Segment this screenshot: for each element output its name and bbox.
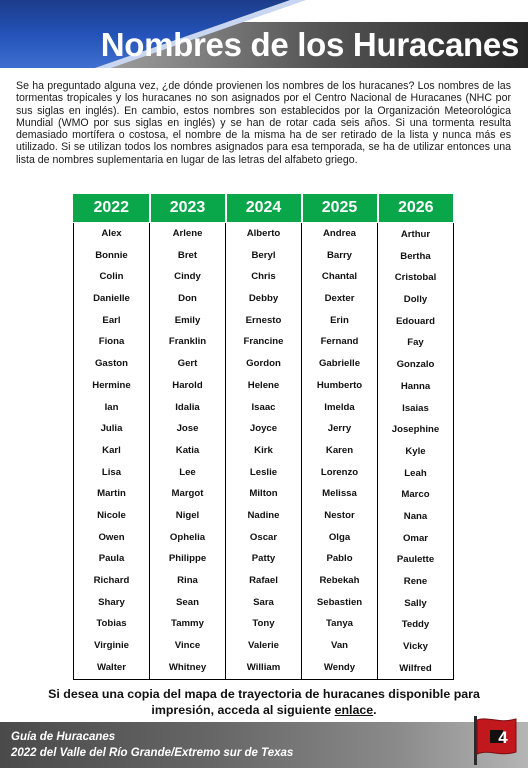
storm-name: Patty — [251, 553, 276, 565]
storm-name: Danielle — [93, 293, 130, 305]
storm-name: Rina — [177, 575, 198, 586]
storm-name: Jerry — [327, 423, 352, 435]
storm-name: Owen — [98, 531, 125, 543]
storm-name: Josephine — [391, 424, 440, 436]
storm-name: Vicky — [403, 641, 428, 653]
storm-name: Marco — [401, 489, 430, 501]
year-header-2023: 2023 — [150, 194, 226, 223]
storm-name: Bret — [177, 249, 198, 261]
storm-name: Chris — [251, 271, 276, 283]
storm-name: Fernand — [320, 336, 359, 348]
name-list-2026 — [378, 223, 453, 679]
storm-name: Nestor — [324, 509, 355, 521]
storm-name: Debby — [248, 293, 279, 305]
storm-name: Sean — [176, 596, 199, 608]
storm-name: Lorenzo — [320, 466, 359, 478]
storm-name: Wendy — [323, 661, 356, 673]
storm-name: Barry — [326, 249, 353, 261]
storm-name: Paulette — [396, 554, 435, 566]
storm-name: Richard — [93, 575, 130, 586]
storm-name: Francine — [243, 336, 284, 348]
name-list-2023 — [150, 223, 225, 678]
storm-name: Walter — [97, 661, 126, 673]
storm-name: Leslie — [249, 466, 278, 478]
storm-name: Rebekah — [319, 575, 360, 586]
note-text: Si desea una copia del mapa de trayectoria de huracanes disponible para impresión, acceda al siguiente — [48, 687, 480, 717]
storm-name: Alberto — [246, 228, 281, 239]
storm-name: Earl — [102, 314, 121, 326]
storm-name: William — [246, 661, 281, 673]
storm-name: Alex — [101, 228, 122, 239]
name-list-2024 — [226, 223, 301, 678]
storm-name: Dexter — [324, 293, 355, 305]
storm-name: Rafael — [249, 575, 278, 586]
storm-name: Margot — [171, 488, 204, 500]
storm-name: Lisa — [101, 466, 122, 478]
names-column-2025 — [302, 223, 378, 680]
storm-name: Ian — [104, 401, 119, 413]
storm-name: Chantal — [321, 271, 358, 283]
storm-name: Karen — [325, 444, 354, 456]
storm-name: Gabrielle — [318, 358, 361, 370]
intro-paragraph: Se ha preguntado alguna vez, ¿de dónde provienen los nombres de los huracanes? Los nombres de las tormentas tropicales y los huracanes no son asignados por el Centro Nacional de Huracanes (NHC por sus siglas en inglés). En cambio, estos nombres son establecidos por la Organización Meteorológica Mundial (WMO por sus siglas en inglés) y se han de rotar cada seis años. Si una tormenta resulta demasiado mortífera o costosa, el nombre de la misma ha de ser retirado de la lista y nunca más es utilizado. Si se utilizan todos los nombres asignados para esa temporada, se ha de utilizar entonces una lista de nombres suplementaria en lugar de las letras del alfabeto griego. — [16, 80, 511, 166]
storm-name: Kirk — [254, 444, 273, 456]
storm-name: Nigel — [175, 509, 200, 521]
storm-name: Edouard — [396, 315, 435, 327]
names-column-2022 — [74, 223, 150, 680]
storm-name: Omar — [402, 532, 429, 544]
storm-name: Nadine — [247, 509, 280, 521]
storm-name: Idalia — [175, 401, 200, 413]
storm-name: Gert — [177, 358, 198, 370]
map-copy-note — [16, 686, 512, 718]
storm-name: Sally — [404, 597, 427, 609]
storm-name: Martin — [97, 488, 126, 500]
storm-name: Colin — [99, 271, 124, 283]
storm-name: Gaston — [94, 358, 129, 370]
storm-name: Harold — [172, 379, 203, 391]
storm-name: Ernesto — [245, 314, 282, 326]
storm-name: Julia — [100, 423, 123, 435]
storm-name: Beryl — [251, 249, 276, 261]
storm-name: Teddy — [401, 619, 430, 631]
storm-name: Virginie — [93, 640, 129, 652]
storm-name: Arlene — [172, 228, 203, 239]
year-header-2026: 2026 — [378, 194, 454, 223]
storm-name: Don — [178, 293, 197, 305]
storm-name: Van — [330, 640, 349, 652]
storm-name: Karl — [102, 444, 121, 456]
storm-name: Gonzalo — [396, 359, 435, 371]
storm-name: Leah — [404, 467, 427, 479]
storm-name: Ophelia — [169, 531, 206, 543]
name-list-2022 — [74, 223, 149, 678]
footer-text — [11, 730, 293, 761]
storm-name: Erin — [330, 314, 349, 326]
footer-guide-title: Guía de Huracanes — [11, 731, 116, 743]
storm-name: Tobias — [96, 618, 127, 630]
header-banner — [0, 0, 528, 68]
storm-name: Bonnie — [95, 249, 128, 261]
storm-name: Nana — [403, 510, 428, 522]
storm-name: Philippe — [168, 553, 207, 565]
names-row — [74, 223, 454, 680]
storm-name: Isaias — [402, 402, 429, 414]
storm-name: Jose — [176, 423, 199, 435]
storm-name: Valerie — [248, 640, 279, 652]
storm-name: Joyce — [249, 423, 278, 435]
year-header-2025: 2025 — [302, 194, 378, 223]
storm-name: Andrea — [322, 228, 357, 239]
storm-name: Cristobal — [394, 272, 437, 284]
name-list-2025 — [302, 223, 377, 678]
storm-name: Sara — [253, 596, 274, 608]
page-title: Nombres de los Huracanes — [100, 26, 519, 63]
storm-name: Tanya — [325, 618, 353, 630]
storm-name: Bertha — [400, 250, 431, 262]
storm-name: Sebastien — [316, 596, 363, 608]
storm-name: Tony — [252, 618, 275, 630]
storm-name: Gordon — [246, 358, 281, 370]
storm-name: Pablo — [326, 553, 353, 565]
storm-name: Arthur — [400, 229, 431, 240]
year-header-2022: 2022 — [74, 194, 150, 223]
storm-name: Oscar — [249, 531, 278, 543]
storm-name: Milton — [249, 488, 278, 500]
storm-name: Hanna — [400, 380, 431, 392]
storm-name: Olga — [328, 531, 351, 543]
storm-name: Franklin — [168, 336, 207, 348]
storm-name: Melissa — [322, 488, 357, 500]
storm-name: Kyle — [405, 445, 426, 457]
storm-name: Imelda — [324, 401, 355, 413]
storm-name: Humberto — [316, 379, 363, 391]
page-number: 4 — [498, 728, 508, 747]
storm-name: Hermine — [92, 379, 131, 391]
storm-name: Fay — [407, 337, 424, 349]
map-download-link[interactable]: enlace — [334, 703, 374, 717]
storm-name: Paula — [98, 553, 125, 565]
storm-name: Whitney — [168, 661, 207, 673]
storm-name: Fiona — [98, 336, 125, 348]
storm-name: Katia — [175, 444, 200, 456]
storm-name: Rene — [403, 576, 428, 587]
year-header-2024: 2024 — [226, 194, 302, 223]
storm-name: Lee — [179, 466, 196, 478]
storm-name: Nicole — [97, 509, 126, 521]
names-column-2023 — [150, 223, 226, 680]
footer-bar — [0, 722, 528, 768]
storm-name: Emily — [174, 314, 201, 326]
year-header-row — [74, 194, 454, 223]
storm-name: Helene — [247, 379, 280, 391]
hurricane-names-table — [73, 193, 454, 680]
storm-name: Cindy — [174, 271, 201, 283]
names-column-2024 — [226, 223, 302, 680]
storm-name: Dolly — [403, 294, 428, 306]
storm-name: Isaac — [251, 401, 276, 413]
footer-guide-subtitle: 2022 del Valle del Río Grande/Extremo sur de Texas — [11, 746, 294, 759]
storm-name: Wilfred — [399, 662, 432, 674]
note-end: . — [373, 703, 377, 717]
storm-name: Shary — [98, 596, 125, 608]
names-column-2026 — [378, 223, 454, 680]
storm-name: Tammy — [171, 618, 204, 630]
storm-name: Vince — [174, 640, 201, 652]
